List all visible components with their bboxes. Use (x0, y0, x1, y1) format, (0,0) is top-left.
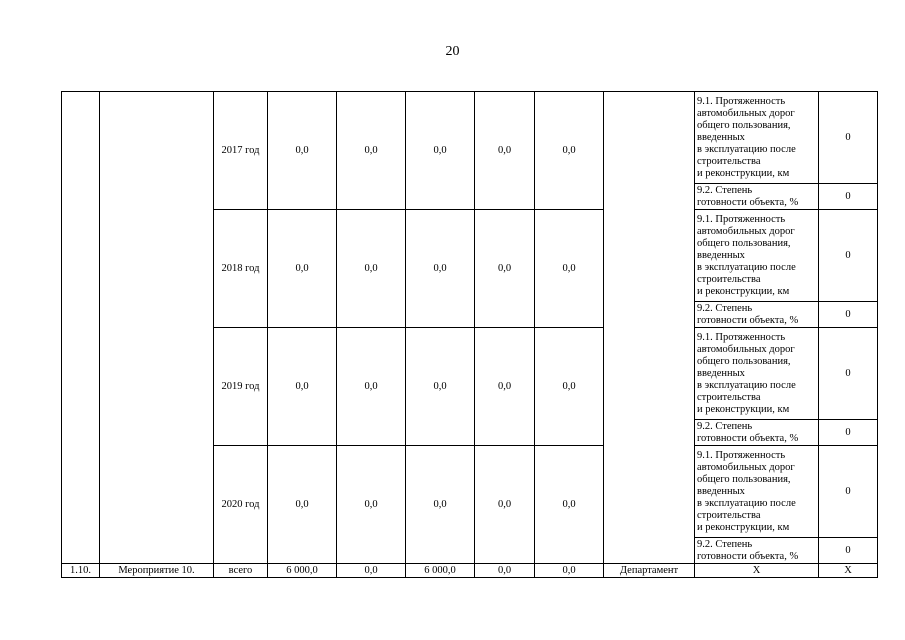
funding-value-cell: 0,0 (337, 564, 406, 578)
indicator-text-line: и реконструкции, км (697, 403, 790, 415)
indicator-value-cell: 0 (819, 92, 878, 184)
indicator-text-line: 9.2. Степень (697, 184, 753, 196)
indicator-text-line: готовности объекта, % (697, 432, 799, 444)
indicator-text-line: строительства (697, 273, 761, 285)
indicator-name-cell (695, 538, 819, 564)
indicator-text-line: введенных (697, 249, 745, 261)
year-cell: 2020 год (214, 446, 268, 564)
indicator-text-line: 9.1. Протяженность (697, 449, 786, 461)
indicator-value-cell: Х (819, 564, 878, 578)
measures-table (61, 91, 878, 578)
executor-cell (604, 92, 695, 564)
funding-value-cell: 0,0 (268, 210, 337, 328)
indicator-name-cell: Х (695, 564, 819, 578)
indicator-value-cell: 0 (819, 210, 878, 302)
indicator-text-line: готовности объекта, % (697, 550, 799, 562)
number-cell: 1.10. (62, 564, 100, 578)
executor-cell: Департамент (604, 564, 695, 578)
indicator-text-line: в эксплуатацию после (697, 497, 796, 509)
funding-value-cell: 0,0 (406, 328, 475, 446)
indicator-text-line: общего пользования, (697, 355, 791, 367)
period-cell: всего (214, 564, 268, 578)
funding-value-cell: 0,0 (535, 328, 604, 446)
funding-value-cell: 0,0 (268, 446, 337, 564)
funding-value-cell: 0,0 (268, 328, 337, 446)
indicator-text-line: 9.2. Степень (697, 302, 753, 314)
indicator-text-line: введенных (697, 367, 745, 379)
indicator-name-cell (695, 92, 819, 184)
indicator-name-cell (695, 210, 819, 302)
indicator-text-line: в эксплуатацию после (697, 261, 796, 273)
funding-value-cell: 0,0 (475, 328, 535, 446)
indicator-text-line: введенных (697, 131, 745, 143)
funding-value-cell: 0,0 (475, 446, 535, 564)
indicator-text-line: готовности объекта, % (697, 314, 799, 326)
funding-value-cell: 0,0 (268, 92, 337, 210)
indicator-name-cell (695, 184, 819, 210)
indicator-text-line: 9.2. Степень (697, 420, 753, 432)
funding-value-cell: 0,0 (535, 564, 604, 578)
indicator-text-line: автомобильных дорог (697, 107, 795, 119)
page-number: 20 (445, 44, 460, 59)
indicator-value-cell: 0 (819, 184, 878, 210)
indicator-text-line: строительства (697, 391, 761, 403)
indicator-text-line: автомобильных дорог (697, 225, 795, 237)
indicator-name-cell (695, 302, 819, 328)
indicator-value-cell: 0 (819, 538, 878, 564)
table-row (62, 564, 878, 578)
number-cell (62, 92, 100, 564)
indicator-text-line: в эксплуатацию после (697, 143, 796, 155)
funding-value-cell: 0,0 (406, 210, 475, 328)
indicator-value-cell: 0 (819, 328, 878, 420)
measure-name-cell (100, 92, 214, 564)
funding-value-cell: 0,0 (406, 446, 475, 564)
indicator-text-line: введенных (697, 485, 745, 497)
year-cell: 2017 год (214, 92, 268, 210)
funding-value-cell: 0,0 (535, 92, 604, 210)
funding-value-cell: 0,0 (475, 564, 535, 578)
funding-value-cell: 0,0 (535, 210, 604, 328)
indicator-text-line: строительства (697, 155, 761, 167)
funding-value-cell: 0,0 (535, 446, 604, 564)
indicator-name-cell (695, 328, 819, 420)
indicator-text-line: общего пользования, (697, 237, 791, 249)
indicator-text-line: в эксплуатацию после (697, 379, 796, 391)
indicator-text-line: и реконструкции, км (697, 521, 790, 533)
indicator-text-line: готовности объекта, % (697, 196, 799, 208)
funding-value-cell: 0,0 (337, 210, 406, 328)
funding-value-cell: 0,0 (337, 328, 406, 446)
indicator-value-cell: 0 (819, 302, 878, 328)
indicator-text-line: 9.1. Протяженность (697, 331, 786, 343)
indicator-name-cell (695, 420, 819, 446)
funding-value-cell: 6 000,0 (268, 564, 337, 578)
indicator-value-cell: 0 (819, 446, 878, 538)
funding-value-cell: 0,0 (337, 92, 406, 210)
table-row (62, 92, 878, 184)
funding-value-cell: 0,0 (337, 446, 406, 564)
funding-value-cell: 0,0 (406, 92, 475, 210)
indicator-text-line: общего пользования, (697, 119, 791, 131)
funding-value-cell: 0,0 (475, 210, 535, 328)
funding-value-cell: 6 000,0 (406, 564, 475, 578)
indicator-text-line: строительства (697, 509, 761, 521)
measure-name-cell: Мероприятие 10. (100, 564, 214, 578)
indicator-name-cell (695, 446, 819, 538)
indicator-text-line: 9.1. Протяженность (697, 213, 786, 225)
year-cell: 2018 год (214, 210, 268, 328)
indicator-value-cell: 0 (819, 420, 878, 446)
indicator-text-line: общего пользования, (697, 473, 791, 485)
indicator-text-line: и реконструкции, км (697, 285, 790, 297)
indicator-text-line: автомобильных дорог (697, 343, 795, 355)
funding-value-cell: 0,0 (475, 92, 535, 210)
indicator-text-line: 9.1. Протяженность (697, 95, 786, 107)
indicator-text-line: и реконструкции, км (697, 167, 790, 179)
indicator-text-line: автомобильных дорог (697, 461, 795, 473)
year-cell: 2019 год (214, 328, 268, 446)
indicator-text-line: 9.2. Степень (697, 538, 753, 550)
